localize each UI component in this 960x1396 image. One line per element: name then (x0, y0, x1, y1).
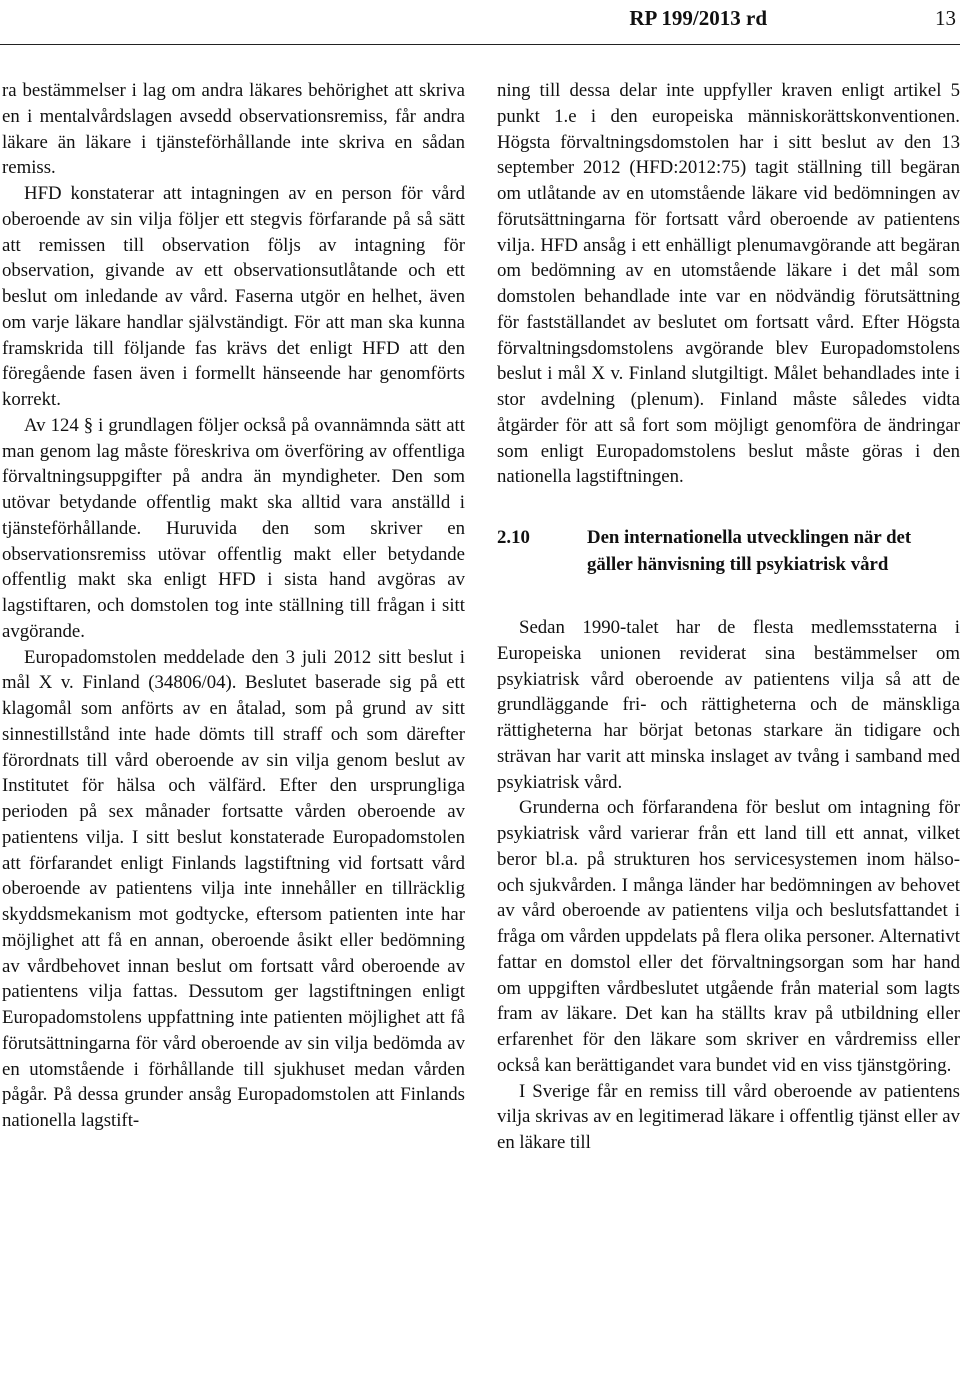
left-column (2, 78, 465, 1396)
paragraph: ra bestämmelser i lag om andra läkares behörighet att skriva en i mentalvårdslagen avsedd observationsremiss, får andra läkare än läkare i tjänsteförhållande inte skriva en sådan remiss. (2, 80, 465, 179)
document-reference: RP 199/2013 rd (629, 6, 767, 30)
paragraph: Grunderna och förfarandena för beslut om intagning för psykiatrisk vård varierar från ett land till ett annat, vilket beror bl.a. på strukturen hos servicesystemen inom hälso- och sjukvården. I många länder har bedömningen av behovet av vård oberoende av patientens vilja och beslutsfattandet i fråga om vården uppdelats på flera olika personer. Alternativt fattar en domstol eller det förvaltningsorgan som har hand om uppgiften vårdbeslutet utgående från material som lagts fram av läkare. Det kan ha ställts krav på utbildning eller erfarenhet för den läkare som skriver en vårdremiss eller också kan berättigandet vara bundet vid en viss tjänstgöring. (497, 797, 960, 1076)
paragraph: Sedan 1990-talet har de flesta medlemsstaterna i Europeiska unionen reviderat sina bestämmelser om psykiatrisk vård oberoende av patientens vilja så att de grundläggande fri- och rättigheterna och de mänskliga rättigheterna har börjat betonas starkare än tidigare och strävan har varit att minska inslaget av tvång i samband med psykiatrisk vård. (497, 617, 960, 793)
section-heading (497, 524, 960, 578)
section-number: 2.10 (497, 527, 530, 548)
header-divider (0, 44, 960, 45)
paragraph: Av 124 § i grundlagen följer också på ovannämnda sätt att man genom lag måste föreskriva om överföring av offentliga förvaltningsuppgifter på andra än myndigheter. Den som utövar betydande offentlig makt ska alltid vara anställd i tjänsteförhållande. Huruvida den som skriver en observationsremiss utövar offentlig makt eller betydande offentlig makt ska enligt HFD i sista hand avgöras av lagstiftaren, och domstolen tog inte ställning till frågan i sitt avgörande. (2, 414, 465, 642)
paragraph: Europadomstolen meddelade den 3 juli 2012 sitt beslut i mål X v. Finland (34806/04). Beslutet baserade sig på ett klagomål som anförts av en åtalad, som på grund av sitt sinnestillstånd inte hade dömts till straff och som därefter förordnats till vård oberoende av sin vilja genom beslut av Institutet för hälsa och välfärd. Efter den ursprungliga perioden på sex månader fortsatte vården oberoende av patientens vilja. I sitt beslut konstaterade Europadomstolen att förfarandet enligt Finlands lagstiftning vid fortsatt vård oberoende av patientens vilja inte innehåller en tillräcklig skyddsmekanism mot godtycke, eftersom patienten inte har möjlighet att få en annan, oberoende åsikt eller bedömning av vårdbehovet innan beslut om fortsatt vård oberoende av patientens vilja fattas. Dessutom ger lagstiftningen enligt Europadomstolens uppfattning inte patienten möjlighet att få förutsättningarna för vård oberoende av sin vilja bedömda av en utomstående i förhållande till sjukhuset medan vården pågår. På dessa grunder ansåg Europadomstolen att Finlands nationella lagstift- (2, 646, 465, 1131)
section-title: Den internationella utvecklingen när det gäller hänvisning till psykiatrisk vård (587, 527, 912, 575)
paragraph: ning till dessa delar inte uppfyller kraven enligt artikel 5 punkt 1.e i den europeiska människorättskonventionen. Högsta förvaltningsdomstolen har i sitt beslut av den 13 september 2012 (HFD:2012:75) tagit ställning till begäran om utlåtande av en utomstående läkare vid bedömningen av förutsättningarna för fortsatt vård oberoende av patientens vilja. HFD ansåg i ett enhälligt plenumavgörande att begäran om bedömning av en utomstående läkare i det mål som domstolen behandlade inte var en nödvändig förutsättning för fastställandet av beslutet om fortsatt vård. Efter Högsta förvaltningsdomstolens avgörande blev Europadomstolens beslut i mål X v. Finland slutgiltigt. Målet behandlades inte i stor avdelning (plenum). Finland måste således vidta åtgärder för att så fort som möjligt genomföra de ändringar som enligt Europadomstolens beslut måste göras i den nationella lagstiftningen. (497, 80, 960, 488)
page-header (0, 4, 960, 38)
paragraph: I Sverige får en remiss till vård oberoende av patientens vilja skrivas av en legitimerad läkare i offentlig tjänst eller av en läkare till (497, 1080, 960, 1153)
right-column (497, 78, 960, 1396)
paragraph: HFD konstaterar att intagningen av en person för vård oberoende av sin vilja följer ett stegvis förfarande på så sätt att remissen till observation följs av intagning för observation, givande av ett observationsutlåtande och ett beslut om inledande av vård. Faserna utgör en helhet, även om varje läkare handlar självständigt. För att man ska kunna framskrida till följande fas krävs det enligt HFD att den föregående fasen även i formellt hänseende har genomförts korrekt. (2, 183, 465, 410)
page-number: 13 (935, 6, 956, 30)
